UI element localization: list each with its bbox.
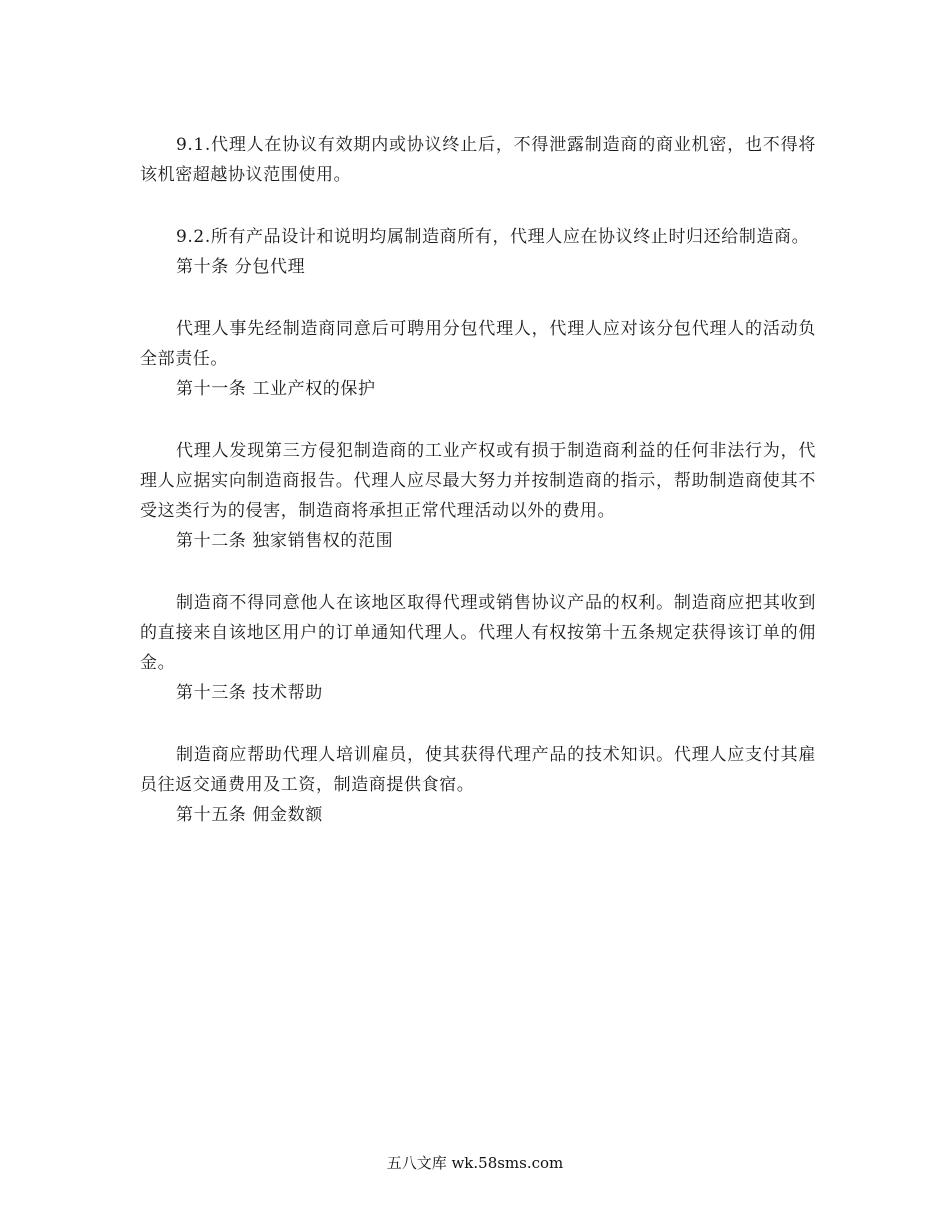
page-footer: 五八文库 wk.58sms.com xyxy=(386,1154,564,1172)
article-13-paragraph: 制造商应帮助代理人培训雇员，使其获得代理产品的技术知识。代理人应支付其雇员往返交通费用及工资，制造商提供食宿。 xyxy=(140,745,816,795)
clause-9-1-paragraph: 9.1.代理人在协议有效期内或协议终止后，不得泄露制造商的商业机密，也不得将该机密超越协议范围使用。 xyxy=(140,135,816,185)
article-11-paragraph: 代理人发现第三方侵犯制造商的工业产权或有损于制造商利益的任何非法行为，代理人应据实向制造商报告。代理人应尽最大努力并按制造商的指示，帮助制造商使其不受这类行为的侵害，制造商将承担正常代理活动以外的费用。 xyxy=(140,441,816,521)
article-12-heading: 第十二条 独家销售权的范围 xyxy=(176,531,394,551)
document-body xyxy=(140,130,816,830)
article-10-heading: 第十条 分包代理 xyxy=(176,257,306,277)
clause-9-2-paragraph: 9.2.所有产品设计和说明均属制造商所有，代理人应在协议终止时归还给制造商。 xyxy=(176,227,810,247)
article-12-paragraph: 制造商不得同意他人在该地区取得代理或销售协议产品的权利。制造商应把其收到的直接来自该地区用户的订单通知代理人。代理人有权按第十五条规定获得该订单的佣金。 xyxy=(140,593,816,673)
article-15-heading: 第十五条 佣金数额 xyxy=(176,805,323,825)
article-13-heading: 第十三条 技术帮助 xyxy=(176,683,323,703)
article-11-heading: 第十一条 工业产权的保护 xyxy=(176,379,376,399)
article-10-paragraph: 代理人事先经制造商同意后可聘用分包代理人，代理人应对该分包代理人的活动负全部责任。 xyxy=(140,319,816,369)
